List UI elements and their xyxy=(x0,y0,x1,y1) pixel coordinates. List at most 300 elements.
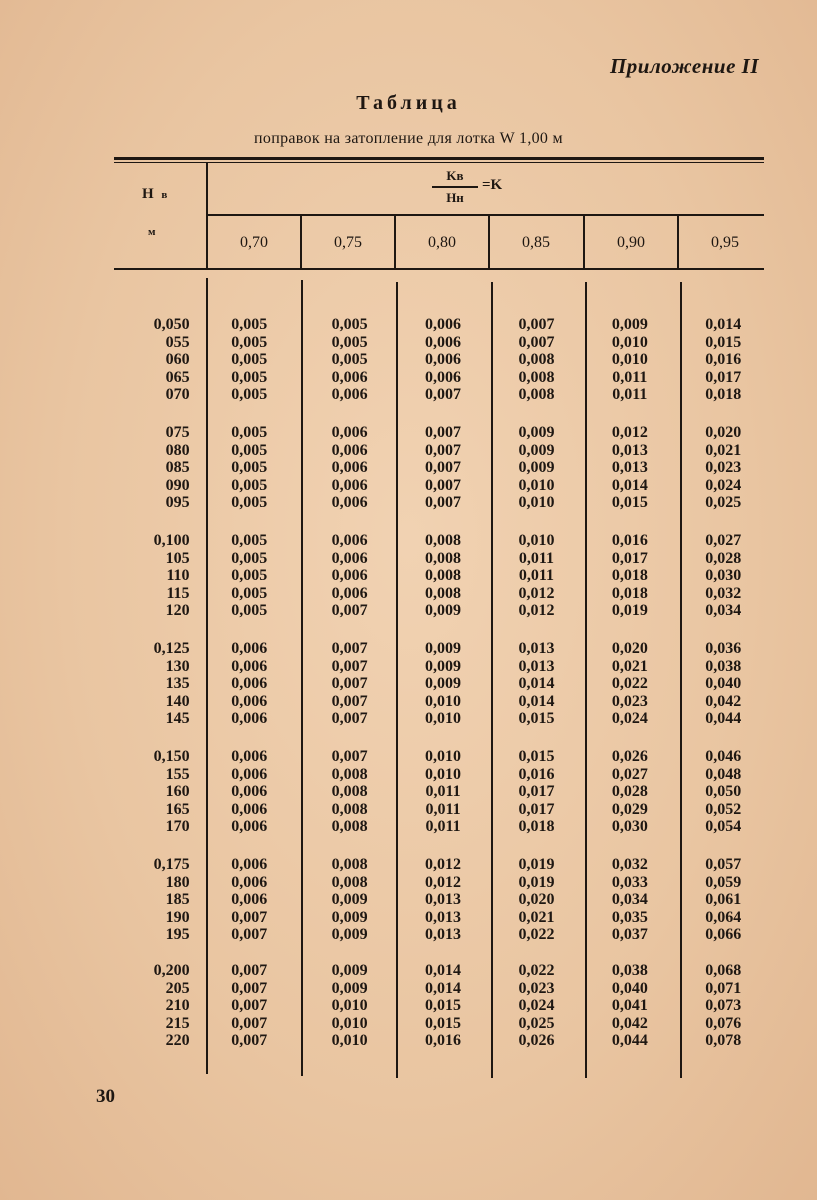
table-row xyxy=(120,494,770,512)
table-cell: 0,006 xyxy=(425,316,462,333)
table-row xyxy=(120,818,770,836)
table-row xyxy=(120,369,770,387)
table-cell: 0,006 xyxy=(331,532,368,549)
table-cell: 0,008 xyxy=(331,783,368,800)
table-cell: 0,009 xyxy=(425,602,462,619)
table-row xyxy=(120,658,770,676)
table-cell: 0,005 xyxy=(231,386,268,403)
table-row xyxy=(120,891,770,909)
column-header: 0,85 xyxy=(522,234,550,251)
table-cell: 0,023 xyxy=(611,692,648,710)
table-cell: 0,014 xyxy=(611,476,648,494)
table-cell: 0,009 xyxy=(331,908,368,926)
table-cell: 0,030 xyxy=(611,818,648,835)
table-cell: 0,006 xyxy=(231,783,268,800)
row-head-value: 155 xyxy=(165,765,190,783)
page-number: 30 xyxy=(96,1086,115,1107)
table-cell: 0,024 xyxy=(611,710,648,727)
row-head-value: 210 xyxy=(165,997,190,1014)
table-cell: 0,020 xyxy=(611,640,648,657)
table-cell: 0,022 xyxy=(611,675,648,692)
table-cell: 0,005 xyxy=(231,333,268,351)
table-cell: 0,006 xyxy=(331,386,368,403)
table-row xyxy=(120,477,770,495)
table-cell: 0,028 xyxy=(705,549,742,567)
table-cell: 0,006 xyxy=(425,351,462,368)
table-cell: 0,005 xyxy=(231,549,268,567)
table-cell: 0,005 xyxy=(231,459,268,476)
table-row xyxy=(120,693,770,711)
table-row xyxy=(120,766,770,784)
table-cell: 0,006 xyxy=(331,424,368,441)
table-cell: 0,015 xyxy=(518,748,555,765)
table-cell: 0,017 xyxy=(705,368,742,386)
row-head-value: 165 xyxy=(165,800,190,818)
table-row xyxy=(120,909,770,927)
table-row xyxy=(120,980,770,998)
table-row xyxy=(120,997,770,1015)
row-head-value: 0,050 xyxy=(153,316,190,333)
table-cell: 0,015 xyxy=(518,710,555,727)
table-cell: 0,007 xyxy=(518,333,555,351)
table-cell: 0,008 xyxy=(425,549,462,567)
table-cell: 0,023 xyxy=(518,979,555,997)
table-cell: 0,006 xyxy=(231,891,268,908)
table-row xyxy=(120,334,770,352)
row-head-value: 080 xyxy=(165,441,190,459)
k-fraction xyxy=(432,168,478,206)
row-head-value: 110 xyxy=(166,567,190,584)
table-cell: 0,026 xyxy=(611,748,648,765)
fraction-denominator: Hн xyxy=(446,189,464,205)
table-cell: 0,007 xyxy=(518,316,555,333)
k-header-rule xyxy=(207,214,764,216)
table-cell: 0,012 xyxy=(425,873,462,891)
table-cell: 0,008 xyxy=(425,584,462,602)
table-cell: 0,007 xyxy=(231,997,268,1014)
table-cell: 0,017 xyxy=(518,800,555,818)
table-cell: 0,012 xyxy=(518,602,555,619)
table-cell: 0,013 xyxy=(425,908,462,926)
table-cell: 0,008 xyxy=(331,765,368,783)
table-cell: 0,014 xyxy=(705,316,742,333)
table-cell: 0,010 xyxy=(425,692,462,710)
table-cell: 0,016 xyxy=(705,351,742,368)
row-head-value: 120 xyxy=(165,602,190,619)
row-head-value: 195 xyxy=(165,926,190,943)
table-cell: 0,007 xyxy=(331,602,368,619)
column-header: 0,70 xyxy=(240,234,268,251)
table-row xyxy=(120,532,770,550)
row-group xyxy=(120,532,770,620)
header-divider-hv xyxy=(206,162,208,268)
table-cell: 0,010 xyxy=(331,1032,368,1049)
table-cell: 0,073 xyxy=(705,997,742,1014)
table-cell: 0,011 xyxy=(518,567,554,584)
table-cell: 0,006 xyxy=(331,441,368,459)
table-cell: 0,009 xyxy=(331,926,368,943)
table-cell: 0,014 xyxy=(518,675,555,692)
row-head-value: 0,200 xyxy=(153,962,190,979)
table-cell: 0,006 xyxy=(425,333,462,351)
table-cell: 0,009 xyxy=(425,640,462,657)
table-cell: 0,009 xyxy=(331,979,368,997)
table-cell: 0,033 xyxy=(611,873,648,891)
table-cell: 0,054 xyxy=(705,818,742,835)
table-cell: 0,005 xyxy=(231,602,268,619)
table-cell: 0,009 xyxy=(425,657,462,675)
row-head-value: 140 xyxy=(165,692,190,710)
table-cell: 0,014 xyxy=(425,979,462,997)
table-cell: 0,044 xyxy=(611,1032,648,1049)
table-cell: 0,010 xyxy=(331,997,368,1014)
table-cell: 0,005 xyxy=(331,333,368,351)
table-row xyxy=(120,316,770,334)
table-cell: 0,025 xyxy=(705,494,742,511)
row-head-value: 065 xyxy=(165,368,190,386)
row-group xyxy=(120,316,770,404)
row-head-value: 070 xyxy=(165,386,190,403)
table-cell: 0,008 xyxy=(518,368,555,386)
table-cell: 0,007 xyxy=(231,962,268,979)
table-cell: 0,061 xyxy=(705,891,742,908)
table-cell: 0,016 xyxy=(425,1032,462,1049)
table-cell: 0,034 xyxy=(705,602,742,619)
table-cell: 0,006 xyxy=(231,800,268,818)
table-cell: 0,007 xyxy=(231,979,268,997)
row-head-value: 085 xyxy=(165,459,190,476)
table-cell: 0,006 xyxy=(231,818,268,835)
table-cell: 0,032 xyxy=(611,856,648,873)
row-group xyxy=(120,748,770,836)
row-head-value: 220 xyxy=(165,1032,190,1049)
table-cell: 0,008 xyxy=(331,818,368,835)
table-cell: 0,018 xyxy=(518,818,555,835)
table-cell: 0,025 xyxy=(518,1014,555,1032)
table-cell: 0,028 xyxy=(611,783,648,800)
row-head-value: 060 xyxy=(165,351,190,368)
table-cell: 0,010 xyxy=(611,351,648,368)
table-cell: 0,012 xyxy=(518,584,555,602)
table-cell: 0,005 xyxy=(231,368,268,386)
table-cell: 0,007 xyxy=(231,1014,268,1032)
table-cell: 0,007 xyxy=(425,386,462,403)
table-cell: 0,015 xyxy=(705,333,742,351)
k-equals: =K xyxy=(482,177,503,193)
row-head-value: 130 xyxy=(165,657,190,675)
table-cell: 0,006 xyxy=(231,873,268,891)
table-cell: 0,005 xyxy=(231,567,268,584)
table-cell: 0,042 xyxy=(705,692,742,710)
table-cell: 0,005 xyxy=(331,351,368,368)
table-cell: 0,005 xyxy=(231,316,268,333)
table-cell: 0,059 xyxy=(705,873,742,891)
fraction-bar xyxy=(432,186,478,188)
row-head-value: 0,125 xyxy=(153,640,190,657)
table-cell: 0,011 xyxy=(612,386,648,403)
table-cell: 0,023 xyxy=(705,459,742,476)
table-cell: 0,008 xyxy=(518,386,555,403)
table-cell: 0,010 xyxy=(518,476,555,494)
table-cell: 0,040 xyxy=(705,675,742,692)
table-cell: 0,010 xyxy=(425,710,462,727)
table-cell: 0,013 xyxy=(611,459,648,476)
table-cell: 0,007 xyxy=(425,441,462,459)
row-head-value: 090 xyxy=(165,476,190,494)
table-row xyxy=(120,1032,770,1050)
table-cell: 0,011 xyxy=(612,368,648,386)
table-cell: 0,044 xyxy=(705,710,742,727)
table-cell: 0,029 xyxy=(611,800,648,818)
row-head-value: 215 xyxy=(165,1014,190,1032)
row-head-value: 055 xyxy=(165,333,190,351)
table-cell: 0,011 xyxy=(425,783,461,800)
table-cell: 0,006 xyxy=(231,675,268,692)
table-cell: 0,006 xyxy=(331,476,368,494)
table-cell: 0,007 xyxy=(331,675,368,692)
row-head-value: 115 xyxy=(166,584,190,602)
table-cell: 0,076 xyxy=(705,1014,742,1032)
table-cell: 0,019 xyxy=(518,873,555,891)
table-cell: 0,007 xyxy=(231,908,268,926)
table-cell: 0,007 xyxy=(331,692,368,710)
table-cell: 0,006 xyxy=(331,494,368,511)
table-cell: 0,007 xyxy=(425,459,462,476)
table-row xyxy=(120,424,770,442)
table-cell: 0,037 xyxy=(611,926,648,943)
column-header: 0,75 xyxy=(334,234,362,251)
table-row xyxy=(120,602,770,620)
column-header: 0,95 xyxy=(711,234,739,251)
table-cell: 0,027 xyxy=(611,765,648,783)
table-cell: 0,007 xyxy=(331,640,368,657)
table-cell: 0,006 xyxy=(331,368,368,386)
row-header-unit: м xyxy=(148,226,156,238)
row-group xyxy=(120,640,770,728)
table-cell: 0,018 xyxy=(611,567,648,584)
table-row xyxy=(120,386,770,404)
table-cell: 0,008 xyxy=(425,532,462,549)
table-cell: 0,041 xyxy=(611,997,648,1014)
table-cell: 0,010 xyxy=(425,765,462,783)
table-cell: 0,010 xyxy=(331,1014,368,1032)
table-cell: 0,006 xyxy=(231,856,268,873)
table-cell: 0,012 xyxy=(611,424,648,441)
row-head-value: 0,100 xyxy=(153,532,190,549)
table-row xyxy=(120,1015,770,1033)
table-cell: 0,071 xyxy=(705,979,742,997)
table-cell: 0,035 xyxy=(611,908,648,926)
table-cell: 0,038 xyxy=(611,962,648,979)
table-cell: 0,007 xyxy=(331,710,368,727)
table-cell: 0,022 xyxy=(518,926,555,943)
table-cell: 0,066 xyxy=(705,926,742,943)
table-cell: 0,007 xyxy=(231,926,268,943)
table-cell: 0,007 xyxy=(231,1032,268,1049)
table-cell: 0,005 xyxy=(231,476,268,494)
table-cell: 0,013 xyxy=(518,640,555,657)
table-row xyxy=(120,640,770,658)
row-head-value: 095 xyxy=(165,494,190,511)
table-row xyxy=(120,962,770,980)
table-row xyxy=(120,783,770,801)
table-cell: 0,018 xyxy=(611,584,648,602)
row-head-value: 180 xyxy=(165,873,190,891)
table-cell: 0,015 xyxy=(611,494,648,511)
table-cell: 0,022 xyxy=(518,962,555,979)
table-cell: 0,009 xyxy=(425,675,462,692)
table-cell: 0,021 xyxy=(611,657,648,675)
table-row xyxy=(120,567,770,585)
appendix-label: Приложение II xyxy=(609,54,759,78)
table-cell: 0,009 xyxy=(331,891,368,908)
table-cell: 0,013 xyxy=(518,657,555,675)
table-cell: 0,007 xyxy=(331,657,368,675)
table-cell: 0,010 xyxy=(611,333,648,351)
table-subtitle: поправок на затопление для лотка W 1,00 м xyxy=(254,130,563,147)
header-bottom-rule xyxy=(114,268,764,270)
table-row xyxy=(120,585,770,603)
row-head-value: 135 xyxy=(165,675,190,692)
table-row xyxy=(120,459,770,477)
table-row xyxy=(120,926,770,944)
table-row xyxy=(120,442,770,460)
row-head-value: 205 xyxy=(165,979,190,997)
table-cell: 0,020 xyxy=(518,891,555,908)
table-cell: 0,007 xyxy=(425,476,462,494)
table-cell: 0,018 xyxy=(705,386,742,403)
table-cell: 0,024 xyxy=(518,997,555,1014)
table-cell: 0,007 xyxy=(331,748,368,765)
table-cell: 0,011 xyxy=(518,549,554,567)
table-cell: 0,005 xyxy=(231,584,268,602)
table-cell: 0,030 xyxy=(705,567,742,584)
column-header: 0,90 xyxy=(617,234,645,251)
table-row xyxy=(120,550,770,568)
table-cell: 0,006 xyxy=(231,710,268,727)
row-head-value: 075 xyxy=(165,424,190,441)
table-cell: 0,048 xyxy=(705,765,742,783)
table-cell: 0,057 xyxy=(705,856,742,873)
fraction-numerator: Kв xyxy=(446,168,464,183)
table-row xyxy=(120,351,770,369)
table-title: Таблица xyxy=(356,92,461,114)
table-cell: 0,005 xyxy=(231,424,268,441)
row-head-value: 170 xyxy=(165,818,190,835)
table-cell: 0,040 xyxy=(611,979,648,997)
table-cell: 0,046 xyxy=(705,748,742,765)
table-cell: 0,010 xyxy=(425,748,462,765)
table-cell: 0,024 xyxy=(705,476,742,494)
table-cell: 0,006 xyxy=(231,640,268,657)
table-cell: 0,013 xyxy=(425,891,462,908)
table-cell: 0,019 xyxy=(611,602,648,619)
row-head-value: 0,150 xyxy=(153,748,190,765)
table-cell: 0,015 xyxy=(425,1014,462,1032)
table-row xyxy=(120,856,770,874)
table-cell: 0,007 xyxy=(425,494,462,511)
row-head-value: 105 xyxy=(165,549,190,567)
table-cell: 0,015 xyxy=(425,997,462,1014)
row-head-value: 145 xyxy=(165,710,190,727)
row-group xyxy=(120,856,770,944)
table-cell: 0,009 xyxy=(611,316,648,333)
table-cell: 0,006 xyxy=(231,692,268,710)
table-cell: 0,005 xyxy=(231,441,268,459)
table-cell: 0,009 xyxy=(518,424,555,441)
table-cell: 0,010 xyxy=(518,532,555,549)
table-cell: 0,008 xyxy=(331,800,368,818)
top-rule-thin xyxy=(114,162,764,163)
row-head-value: 160 xyxy=(165,783,190,800)
table-cell: 0,014 xyxy=(518,692,555,710)
row-group xyxy=(120,962,770,1050)
table-cell: 0,021 xyxy=(518,908,555,926)
table-cell: 0,005 xyxy=(231,532,268,549)
table-cell: 0,009 xyxy=(331,962,368,979)
table-cell: 0,016 xyxy=(518,765,555,783)
table-cell: 0,005 xyxy=(331,316,368,333)
table-cell: 0,011 xyxy=(425,818,461,835)
row-head-value: 0,175 xyxy=(153,856,190,873)
table-row xyxy=(120,675,770,693)
table-cell: 0,008 xyxy=(331,856,368,873)
table-cell: 0,009 xyxy=(518,459,555,476)
table-cell: 0,006 xyxy=(331,584,368,602)
table-cell: 0,052 xyxy=(705,800,742,818)
table-row xyxy=(120,874,770,892)
table-cell: 0,006 xyxy=(331,549,368,567)
column-header: 0,80 xyxy=(428,234,456,251)
table-cell: 0,005 xyxy=(231,351,268,368)
top-rule xyxy=(114,157,764,160)
table-cell: 0,007 xyxy=(425,424,462,441)
table-cell: 0,020 xyxy=(705,424,742,441)
row-group xyxy=(120,424,770,512)
table-cell: 0,078 xyxy=(705,1032,742,1049)
table-cell: 0,014 xyxy=(425,962,462,979)
table-cell: 0,012 xyxy=(425,856,462,873)
table-cell: 0,016 xyxy=(611,532,648,549)
table-cell: 0,006 xyxy=(231,765,268,783)
table-cell: 0,008 xyxy=(331,873,368,891)
table-cell: 0,068 xyxy=(705,962,742,979)
table-cell: 0,009 xyxy=(518,441,555,459)
table-cell: 0,032 xyxy=(705,584,742,602)
table-cell: 0,013 xyxy=(611,441,648,459)
table-cell: 0,010 xyxy=(518,494,555,511)
table-cell: 0,013 xyxy=(425,926,462,943)
table-cell: 0,006 xyxy=(331,459,368,476)
row-head-value: 190 xyxy=(165,908,190,926)
table-cell: 0,019 xyxy=(518,856,555,873)
row-header-label: H в xyxy=(142,186,170,202)
table-cell: 0,006 xyxy=(425,368,462,386)
table-cell: 0,034 xyxy=(611,891,648,908)
table-row xyxy=(120,710,770,728)
table-cell: 0,042 xyxy=(611,1014,648,1032)
table-row xyxy=(120,801,770,819)
table-cell: 0,005 xyxy=(231,494,268,511)
table-cell: 0,006 xyxy=(231,748,268,765)
table-cell: 0,021 xyxy=(705,441,742,459)
table-cell: 0,006 xyxy=(331,567,368,584)
table-cell: 0,008 xyxy=(425,567,462,584)
table-cell: 0,006 xyxy=(231,657,268,675)
table-cell: 0,017 xyxy=(518,783,555,800)
table-cell: 0,064 xyxy=(705,908,742,926)
table-cell: 0,027 xyxy=(705,532,742,549)
